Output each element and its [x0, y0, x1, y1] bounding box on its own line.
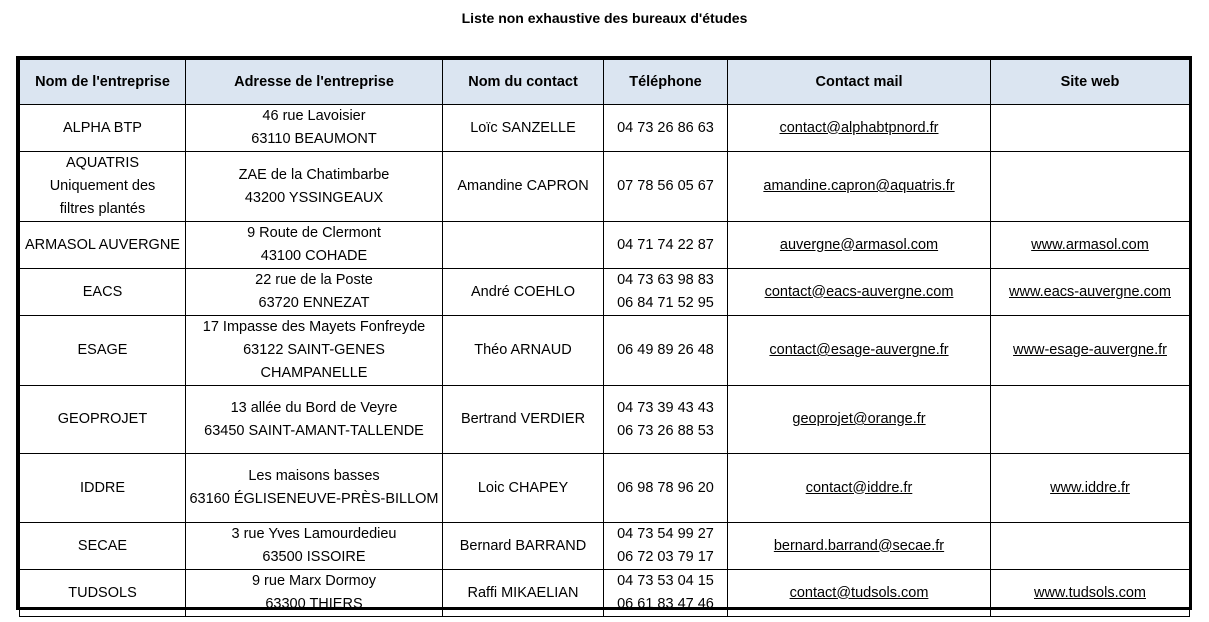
company-name-line: SECAE — [77, 537, 128, 554]
address-line: 63110 BEAUMONT — [251, 131, 377, 147]
offices-table — [19, 59, 1190, 617]
email-link[interactable]: geoprojet@orange.fr — [792, 411, 926, 427]
email-cell — [728, 269, 991, 316]
website-cell — [991, 570, 1190, 617]
column-header-contact: Nom du contact — [443, 60, 604, 105]
company-name-line: EACS — [82, 283, 123, 300]
header-row — [20, 60, 1190, 105]
contact-name-cell: Loïc SANZELLE — [443, 105, 604, 152]
company-name-cell — [20, 570, 186, 617]
contact-name-cell: Amandine CAPRON — [443, 152, 604, 222]
address-line: CHAMPANELLE — [260, 365, 368, 381]
website-cell — [991, 454, 1190, 523]
phone-number: 04 73 26 86 63 — [617, 119, 714, 136]
company-name-line: AQUATRIS — [65, 155, 140, 171]
website-cell — [991, 152, 1190, 222]
company-name-cell — [20, 523, 186, 570]
email-link[interactable]: contact@iddre.fr — [805, 479, 913, 496]
address-line: 22 rue de la Poste — [255, 272, 373, 288]
table-row — [20, 269, 1190, 316]
address-line: 13 allée du Bord de Veyre — [230, 399, 398, 416]
address-cell — [186, 316, 443, 386]
table-row — [20, 386, 1190, 454]
address-line: Les maisons basses — [248, 468, 380, 484]
column-header-website: Site web — [991, 60, 1190, 105]
phone-cell — [604, 316, 728, 386]
email-link[interactable]: auvergne@armasol.com — [779, 236, 939, 253]
email-cell — [728, 570, 991, 617]
email-cell — [728, 523, 991, 570]
phone-number: 04 73 54 99 27 — [617, 526, 714, 542]
email-cell — [728, 105, 991, 152]
company-name-cell — [20, 152, 186, 222]
company-name-line: TUDSOLS — [68, 584, 137, 601]
contact-name-cell: Bernard BARRAND — [443, 523, 604, 570]
company-name-cell — [20, 316, 186, 386]
address-cell — [186, 105, 443, 152]
website-link[interactable]: www.armasol.com — [1031, 236, 1149, 253]
phone-cell — [604, 386, 728, 454]
email-link[interactable]: contact@alphabtpnord.fr — [779, 119, 939, 136]
table-row — [20, 454, 1190, 523]
website-cell — [991, 222, 1190, 269]
phone-cell — [604, 152, 728, 222]
phone-cell — [604, 105, 728, 152]
contact-name-cell: Loic CHAPEY — [443, 454, 604, 523]
address-cell — [186, 152, 443, 222]
phone-number: 06 72 03 79 17 — [617, 549, 714, 565]
phone-number: 06 84 71 52 95 — [617, 295, 714, 311]
table-row — [20, 523, 1190, 570]
email-link[interactable]: bernard.barrand@secae.fr — [773, 537, 945, 554]
address-line: 9 Route de Clermont — [247, 225, 381, 241]
table-row — [20, 316, 1190, 386]
website-link[interactable]: www.iddre.fr — [1050, 479, 1130, 496]
company-name-cell — [20, 269, 186, 316]
address-line: 63450 SAINT-AMANT-TALLENDE — [204, 422, 424, 439]
phone-cell — [604, 269, 728, 316]
address-line: 63500 ISSOIRE — [262, 549, 366, 565]
company-name-cell — [20, 386, 186, 454]
email-link[interactable]: contact@esage-auvergne.fr — [769, 342, 949, 358]
phone-number: 04 71 74 22 87 — [617, 236, 714, 253]
email-cell — [728, 222, 991, 269]
column-header-phone: Téléphone — [604, 60, 728, 105]
website-link[interactable]: www.eacs-auvergne.com — [1009, 283, 1171, 300]
contact-name-cell — [443, 222, 604, 269]
phone-number: 06 61 83 47 46 — [617, 596, 714, 612]
address-cell — [186, 454, 443, 523]
address-line: ZAE de la Chatimbarbe — [238, 166, 390, 183]
address-line: 46 rue Lavoisier — [262, 108, 366, 124]
address-line: 63720 ENNEZAT — [258, 295, 370, 311]
company-name-cell — [20, 222, 186, 269]
contact-name-cell: André COEHLO — [443, 269, 604, 316]
phone-number: 04 73 53 04 15 — [617, 573, 714, 589]
phone-number: 06 73 26 88 53 — [617, 422, 714, 439]
table-row — [20, 105, 1190, 152]
table-row — [20, 152, 1190, 222]
phone-number: 07 78 56 05 67 — [617, 178, 714, 194]
company-name-line: ESAGE — [77, 342, 128, 358]
phone-number: 06 98 78 96 20 — [617, 479, 714, 496]
address-line: 9 rue Marx Dormoy — [251, 573, 377, 589]
email-link[interactable]: contact@eacs-auvergne.com — [764, 283, 954, 300]
address-cell — [186, 570, 443, 617]
website-cell — [991, 386, 1190, 454]
column-header-company: Nom de l'entreprise — [20, 60, 186, 105]
email-link[interactable]: amandine.capron@aquatris.fr — [763, 178, 955, 194]
phone-cell — [604, 454, 728, 523]
website-link[interactable]: www-esage-auvergne.fr — [1013, 342, 1167, 358]
address-line: 63160 ÉGLISENEUVE-PRÈS-BILLOM — [189, 491, 439, 507]
address-line: 63300 THIERS — [265, 596, 363, 612]
address-line: 43100 COHADE — [260, 248, 368, 264]
offices-table-frame — [16, 56, 1192, 610]
website-cell — [991, 316, 1190, 386]
phone-cell — [604, 570, 728, 617]
company-name-line: ALPHA BTP — [63, 119, 142, 136]
address-cell — [186, 222, 443, 269]
column-header-address: Adresse de l'entreprise — [186, 60, 443, 105]
table-row — [20, 222, 1190, 269]
company-name-cell — [20, 105, 186, 152]
company-name-line: IDDRE — [79, 479, 126, 496]
phone-cell — [604, 523, 728, 570]
page-title: Liste non exhaustive des bureaux d'études — [461, 10, 748, 26]
email-cell — [728, 454, 991, 523]
address-line: 17 Impasse des Mayets Fonfreyde — [202, 319, 426, 335]
company-name-cell — [20, 454, 186, 523]
company-name-line: GEOPROJET — [57, 411, 148, 427]
email-cell — [728, 152, 991, 222]
website-cell — [991, 105, 1190, 152]
phone-cell — [604, 222, 728, 269]
table-row — [20, 570, 1190, 617]
address-cell — [186, 523, 443, 570]
contact-name-cell: Théo ARNAUD — [443, 316, 604, 386]
address-line: 3 rue Yves Lamourdedieu — [231, 526, 397, 542]
address-cell — [186, 269, 443, 316]
phone-number: 06 49 89 26 48 — [617, 342, 714, 358]
contact-name-cell: Bertrand VERDIER — [443, 386, 604, 454]
company-name-line: filtres plantés — [59, 201, 146, 217]
contact-name-cell: Raffi MIKAELIAN — [443, 570, 604, 617]
phone-number: 04 73 39 43 43 — [617, 399, 714, 416]
company-name-line: ARMASOL AUVERGNE — [25, 236, 180, 253]
website-link[interactable]: www.tudsols.com — [1033, 584, 1146, 601]
column-header-email: Contact mail — [728, 60, 991, 105]
website-cell — [991, 523, 1190, 570]
address-line: 43200 YSSINGEAUX — [244, 189, 384, 206]
company-name-line: Uniquement des — [49, 178, 156, 194]
address-cell — [186, 386, 443, 454]
phone-number: 04 73 63 98 83 — [617, 272, 714, 288]
address-line: 63122 SAINT-GENES — [243, 342, 385, 358]
email-link[interactable]: contact@tudsols.com — [789, 584, 929, 601]
email-cell — [728, 316, 991, 386]
email-cell — [728, 386, 991, 454]
website-cell — [991, 269, 1190, 316]
